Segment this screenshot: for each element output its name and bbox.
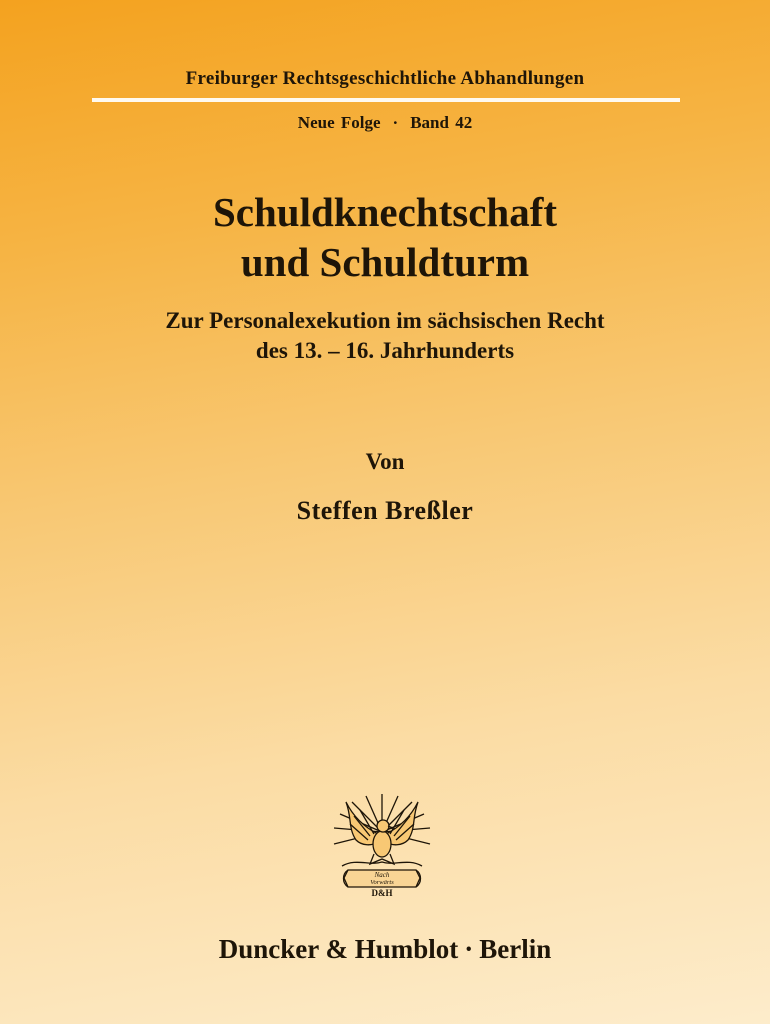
publisher-name: Duncker & Humblot: [218, 934, 459, 964]
book-subtitle-line-2: des 13. – 16. Jahrhunderts: [255, 338, 515, 363]
eagle-emblem-icon: [326, 788, 438, 900]
book-title-line-2: und Schuldturm: [240, 239, 530, 285]
series-title: Freiburger Rechtsgeschichtliche Abhandlungen: [185, 68, 585, 89]
book-subtitle: [0, 306, 770, 366]
series-volume-prefix: Neue Folge: [297, 113, 381, 132]
book-title: [0, 187, 770, 287]
series-volume: [0, 113, 770, 133]
logo-motto-line-1: Nach: [374, 871, 390, 879]
publisher-separator: ·: [464, 934, 474, 964]
publisher-city: Berlin: [479, 934, 552, 964]
series-volume-number: Band 42: [410, 113, 473, 132]
logo-motto-line-2: Vorwärts: [370, 879, 394, 886]
series-separator: ·: [392, 113, 399, 132]
byline: Von: [365, 449, 405, 474]
header-rule: [92, 98, 680, 102]
book-title-line-1: Schuldknechtschaft: [212, 189, 557, 235]
publisher-imprint: [0, 934, 770, 965]
author-name: Steffen Breßler: [296, 496, 474, 525]
logo-initials: D&H: [371, 888, 393, 898]
book-subtitle-line-1: Zur Personalexekution im sächsischen Recht: [165, 308, 605, 333]
